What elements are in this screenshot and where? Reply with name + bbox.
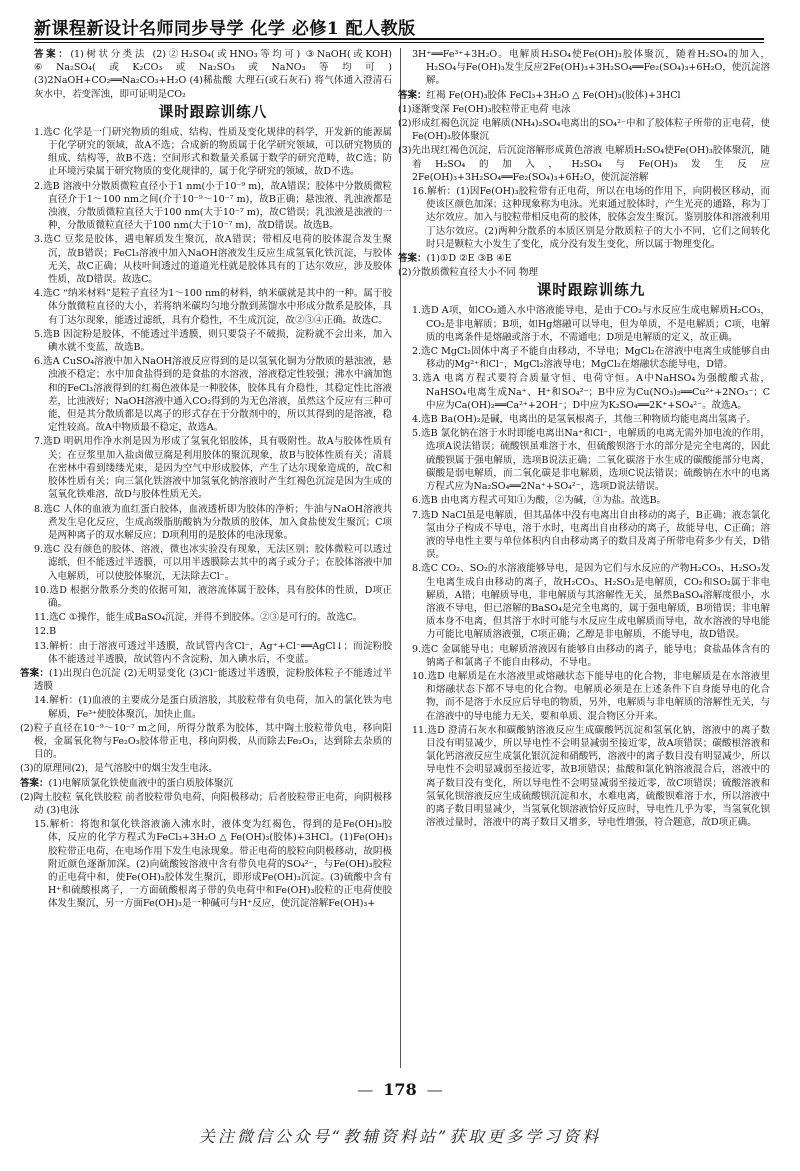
exercise-item: (2)陶土胶粒 氧化铁胶粒 前者胶粒带负电荷，向阳极移动；后者胶粒带正电荷，向阴极移动 (3)电泳 bbox=[20, 791, 392, 816]
exercise-item: 4.选B Ba(OH)₂是碱，电离出的是氢氧根离子，其他三种物质均能电离出氢离子。 bbox=[412, 414, 757, 426]
exercise-item bbox=[398, 89, 770, 102]
answer-label: 答案： bbox=[398, 89, 427, 101]
section-title-8: 课时跟踪训练八 bbox=[158, 103, 268, 121]
exercise-item: (2)分散质微粒直径大小不同 物理 bbox=[398, 267, 538, 279]
answer-label: 答案： bbox=[398, 253, 427, 265]
answer-text: 红褐 Fe(OH)₃胶体 FeCl₃+3H₂O △ Fe(OH)₃(胶体)+3HCl bbox=[426, 89, 681, 101]
exercise-item bbox=[20, 667, 392, 693]
exercise-item: 5.选B 氯化钠在溶于水时即能电离出Na⁺和Cl⁻，电解质的电离无需外加电流的作用，选项A说法错误；硫酸钡虽难溶于水，但硫酸钡溶于水的部分是完全电离的，因此硫酸钡属于强电解质，选项B说法正确；二氧化碳溶于水生成的碳酸能部分电离，碳酸是弱电解质，而二氧化碳是非电解质，选项C说法错误；硫酸钠在水中的电离方程式应为Na₂SO₄══2Na⁺+SO₄²⁻，选项D说法错误。 bbox=[412, 428, 770, 493]
exercise-item: 8.选C 人体的血液为血红蛋白胶体，血液透析即为胶体的净析；牛油与NaOH溶液共煮发生皂化反应，生成高级脂肪酸钠为分散质的胶体，加入食盐使发生聚沉；C项是两种离子的双水解反应；D项利用的是胶体的电泳现象。 bbox=[34, 503, 392, 541]
answer-label: 答案： bbox=[20, 667, 50, 679]
exercise-item: 3.选C 豆浆是胶体，遇电解质发生聚沉，故A错误；带相反电荷的胶体混合发生聚沉，故B错误；FeCl₃溶液中加入NaOH溶液发生反应生成氢氧化铁沉淀，与胶体无关，故C正确；从枝叶间透过的道道光柱就是胶体具有的丁达尔效应，涉及胶体性质，故D错误。故选C。 bbox=[34, 234, 392, 286]
exercise-item: 6.选A CuSO₄溶液中加入NaOH溶液反应得到的是以氢氧化铜为分散质的悬浊液，悬浊液不稳定；水中加食盐得到的是食盐的水溶液，溶液稳定性较强；沸水中滴加饱和的FeCl₃溶液得到的红褐色液体是一种胶体，胶体具有介稳性，其稳定性比溶液差，比浊液好；NaOH溶液中通入CO₂得到的为无色溶液，虽然这个反应有三种可能，但是其分散质都是以离子的形式存在于分散剂中的，所以其得到的是溶液，稳定性较高。故A中物质最不稳定，故选A。 bbox=[34, 356, 392, 434]
section-title-9: 课时跟踪训练九 bbox=[536, 282, 646, 300]
column-divider bbox=[400, 48, 401, 1068]
answer-text: (1)树状分类法 (2)②H₂SO₄(或HNO₃等均可) ③NaOH(或KOH) ⑥Na₂SO₄(或K₂CO₃或Na₂SO₃或NaNO₃等均可) (3)2NaOH+CO₂══Na₂CO₃+H₂O (4)稀盐酸 大理石(或石灰石) 将气体通入澄清石灰水中，若变浑浊，即可证明是CO₂ bbox=[34, 49, 392, 100]
exercise-item: 9.选C 金属能导电；电解质溶液因有能够自由移动的离子，能导电；食盐晶体含有的钠离子和氯离子不能自由移动，不导电。 bbox=[412, 643, 770, 668]
exercise-item: 12.B bbox=[34, 626, 57, 638]
left-item-list bbox=[20, 126, 392, 911]
exercise-item: (3)先出现红褐色沉淀，后沉淀溶解形成黄色溶液 电解质H₂SO₄使Fe(OH)₃胶体聚沉，随着H₂SO₄的加入，H₂SO₄与Fe(OH)₃发生反应2Fe(OH)₃+3H₂SO₄══Fe₂(SO₄)₃+6H₂O，使沉淀溶解 bbox=[398, 145, 770, 183]
exercise-item: 8.选C CO₂、SO₂的水溶液能够导电，是因为它们与水反应的产物H₂CO₃、H₂SO₃发生电离生成自由移动的离子，故H₂CO₃、H₂SO₃是电解质，CO₂和SO₂属于非电解质，A错；电解质导电，非电解质与其溶解性无关，虽然BaSO₄溶解度很小，水溶液不导电，但已溶解的BaSO₄是完全电离的，属于强电解质，B项错误；非电解质本身不电离，但其溶于水时可能与水反应生成电解质而导电，故水溶液的导电能力可能比电解质溶液强，C项正确；乙醇是非电解质，不能导电，故D错误。 bbox=[412, 563, 770, 641]
exercise-item: 11.选D 澄清石灰水和碳酸钠溶液反应生成碳酸钙沉淀和氢氧化钠，溶液中的离子数目没有明显减少，所以导电性不会明显减弱至接近零，故A项错误；碳酸根溶液和氯化钙溶液反应生成氯化银沉淀和硝酸钙，溶液中的离子数目没有明显减少，所以导电性不会明显减弱至接近零，故B项错误；盐酸和氯化钠溶液混合后，溶液中的离子数目没有变化，所以导电性不会明显减弱至接近零，故C项错误；硫酸溶液和氢氧化钡溶液反应生成硫酸钡沉淀和水，水难电离，硫酸钡难溶于水，所以溶液中的离子数目明显减少，当氢氧化钡溶液恰好反应时，导电性几乎为零，当氢氧化钡溶液过量时，溶液中的离子数目又增多，导电性增强，符合题意，故D项正确。 bbox=[412, 724, 770, 829]
exercise-item: 5.选B 因淀粉是胶体，不能透过半透膜，则只要袋子不破损，淀粉就不会出来，加入碘水就不变蓝，故选B。 bbox=[34, 328, 392, 354]
exercise-item: 7.选D NaCl虽是电解质，但其晶体中没有电离出自由移动的离子，B正确；液态氯化氢由分子构成不导电，溶于水时，电离出自由移动的离子，故能导电，C正确；溶液的导电性主要与单位体积内自由移动离子的数目及离子所带电荷多少有关，D错误。 bbox=[412, 509, 770, 561]
exercise-item: 1.选D A项，如CO₂通入水中溶液能导电，是由于CO₂与水反应生成电解质H₂CO₃，CO₂是非电解质；B项，如Hg熔融可以导电，但为单质，不是电解质；C项，电解质的电离条件是熔融或溶于水，不需通电；D项是电解质的定义，故正确。 bbox=[412, 305, 770, 343]
exercise-item: 1.选C 化学是一门研究物质的组成、结构、性质及变化规律的科学，开发新的能源属于化学研究的领域，故A不选；合成新的物质属于化学研究领域，可以研究物质的组成、结构等，故B不选；空间形式和数量关系属于数学的研究范畴，故C选；防止环境污染属于研究物质的变化规律的，属于化学研究的领域，故D不选。 bbox=[34, 126, 392, 178]
exercise-item: 2.选C MgCl₂固体中离子不能自由移动，不导电；MgCl₂在溶液中电离生成能够自由移动的Mg²⁺和Cl⁻，MgCl₂溶液导电；MgCl₂在熔融状态能导电，D错。 bbox=[412, 346, 770, 371]
exercise-item: 7.选D 明矾用作净水剂是因为形成了氢氧化铝胶体，具有吸附性。故A与胶体性质有关；在豆浆里加入盐卤做豆腐是利用胶体的聚沉现象，故B与胶体性质有关；清晨在密林中看到缕缕光束，是因为空气中形成胶体，产生了达尔现象造成的，故C和胶体性质有关；向三氯化铁溶液中加氢氧化钠溶液时产生红褐色沉淀是因为生成的氢氧化铁难溶，故D与胶体性质无关。 bbox=[34, 436, 392, 501]
right-column bbox=[398, 48, 770, 1068]
exercise-item bbox=[398, 252, 770, 265]
answer-text: (1)①D ②E ③B ④E bbox=[426, 253, 512, 265]
exercise-item: 10.选D 根据分散系分类的依据可知，液溶流体属于胶体，具有胶体的性质，D项正确。 bbox=[34, 584, 392, 609]
exercise-item: 15.解析：将饱和氯化铁溶液滴入沸水时，液体变为红褐色，得到的是Fe(OH)₃胶体，反应的化学方程式为FeCl₃+3H₂O △ Fe(OH)₃(胶体)+3HCl。(1)Fe(OH)₃胶粒带正电荷，在电场作用下发生电泳现象。带正电荷的胶粒向阴极移动，故阴极附近颜色逐渐加深。(2)向硫酸铵溶液中含有带负电荷的SO₄²⁻，与Fe(OH)₃胶粒的正电荷中和，使Fe(OH)₃胶体发生聚沉，即形成Fe(OH)₃沉淀。(3)硫酸中含有H⁺和硫酸根离子，一方面硫酸根离子带的负电荷中和Fe(OH)₃胶粒的正电荷使胶体发生聚沉，另一方面Fe(OH)₃是一种碱可与H⁺反应，使沉淀溶解Fe(OH)₃+ bbox=[34, 819, 392, 910]
page-number: — 178 — bbox=[357, 1080, 443, 1099]
exercise-item: 13.解析：由于溶液可透过半透膜，故试管内含Cl⁻，Ag⁺+Cl⁻══AgCl↓；而淀粉胶体不能透过半透膜，故试管内不含淀粉，加入碘水后，不变蓝。 bbox=[34, 640, 392, 665]
exercise-item: 2.选B 溶液中分散质微粒直径小于1 nm(小于10⁻⁹ m)，故A错误；胶体中分散质微粒直径介于1～100 nm之间(介于10⁻⁹～10⁻⁷ m)，故B正确；悬浊液、乳浊液都是浊液，分散质微粒直径大于100 nm(大于10⁻⁷ m)，故C错误；乳浊液是浊液的一种，分散质微粒直径大于100 nm(大于10⁻⁷ m)，故D错误。故选B。 bbox=[34, 180, 392, 232]
exercise-item: (2)粒子直径在10⁻⁹～10⁻⁷ m之间，所得分散系为胶体，其中陶土胶粒带负电，移向阳极，金属氧化物与Fe₂O₃胶体带正电，移向阴极，从而除去Fe₂O₃，达到除去杂质的目的。 bbox=[20, 722, 392, 761]
page-header-title: 新课程新设计名师同步导学 化学 必修1 配人教版 bbox=[34, 19, 416, 39]
exercise-item: 11.选C ①操作，能生成BaSO₄沉淀，并得不到胶体。②③是可行的。故选C。 bbox=[34, 612, 363, 624]
right-item-list bbox=[412, 304, 770, 829]
footer-note: 关注微信公众号“教辅资料站”获取更多学习资料 bbox=[198, 1127, 602, 1146]
answer-block bbox=[34, 48, 392, 101]
exercise-item: (2)形成红褐色沉淀 电解质(NH₄)₂SO₄电离出的SO₄²⁻中和了胶体粒子所带的正电荷，使Fe(OH)₃胶体聚沉 bbox=[398, 118, 770, 143]
exercise-item: 3.选A 电离方程式要符合质量守恒、电荷守恒。A中NaHSO₄为强酸酸式盐，NaHSO₄电离生成Na⁺、H⁺和SO₄²⁻；B中应为Cu(NO₃)₂══Cu²⁺+2NO₃⁻；C中应为Ca(OH)₂══Ca²⁺+2OH⁻；D中应为K₂SO₄══2K⁺+SO₄²⁻。故选A。 bbox=[412, 373, 770, 411]
right-intro-list bbox=[398, 48, 770, 279]
exercise-item: 9.选C 没有颜色的胶体、溶液，微也冰实验没有现象，无法区别；胶体微粒可以透过滤纸，但不能透过半透膜，可以用半透膜除去其中的离子或分子；在胶体溶液中加入电解质，可以使胶体聚沉，无法除去Cl⁻。 bbox=[34, 544, 392, 582]
left-column bbox=[20, 48, 392, 1068]
exercise-item: (1)逐渐变深 Fe(OH)₃胶粒带正电荷 电泳 bbox=[398, 103, 571, 115]
answer-label: 答案： bbox=[20, 777, 49, 789]
exercise-item: (3)的原理同(2)，是气溶胶中的烟尘发生电泳。 bbox=[20, 763, 218, 775]
answer-label: 答案： bbox=[34, 49, 71, 60]
answer-text: (1)电解质氯化铁使血液中的蛋白质胶体聚沉 bbox=[48, 777, 233, 789]
page-number-value: 178 bbox=[383, 1080, 417, 1099]
exercise-item bbox=[20, 777, 392, 790]
exercise-item: 6.选B 由电离方程式可知①为酸，②为碱，③为盐。故选B。 bbox=[412, 495, 667, 507]
exercise-item: 14.解析：(1)血液的主要成分是蛋白质溶胶，其胶粒带有负电荷，加入的氯化铁为电解质，Fe³⁺使胶体聚沉，加快止血。 bbox=[34, 695, 392, 720]
exercise-item: 16.解析：(1)因Fe(OH)₃胶粒带有正电荷，所以在电场的作用下，向阴极区移动，而使该区颜色加深；这种现象称为电泳。光束通过胶体时，产生光亮的通路，称为丁达尔效应。加入与胶粒带相反电荷的胶体，胶体会发生聚沉。鉴别胶体和溶液利用丁达尔效应。(2)两种分散系的本质区别是分散质粒子的大小不同，它们之间转化时只是颗粒大小发生了变化，成分没有发生变化，所以属于物理变化。 bbox=[412, 186, 770, 250]
exercise-item: 3H⁺══Fe³⁺+3H₂O。电解质H₂SO₄使Fe(OH)₃胶体聚沉，随着H₂SO₄的加入，H₂SO₄与Fe(OH)₃发生反应2Fe(OH)₃+3H₂SO₄══Fe₂(SO₄)₃+6H₂O，使沉淀溶解。 bbox=[412, 49, 770, 87]
exercise-item: 4.选C “纳米材料”是粒子直径为1～100 nm的材料，纳米碳就是其中的一种。属于胶体分散微粒直径的大小，若将纳米碳均匀地分散到蒸馏水中形成分散系是胶体，具有丁达尔现象，能透过滤纸，具有介稳性，不生成沉淀，故②③④正确。故选C。 bbox=[34, 288, 392, 326]
exercise-item: 10.选D 电解质是在水溶液里或熔融状态下能导电的化合物，非电解质是在水溶液里和熔融状态下都不导电的化合物。电解质必须是在上述条件下自身能导电的化合物，而不是溶于水反应后导电的物质，另外，电解质与非电解质的溶解性无关，与在溶液中的导电能力无关，要和单质、混合物区分开来。 bbox=[412, 670, 770, 722]
header-rule bbox=[34, 38, 764, 43]
answer-text: (1)出现白色沉淀 (2)无明显变化 (3)Cl⁻能透过半透膜，淀粉胶体粒子不能透过半透膜 bbox=[34, 667, 392, 693]
